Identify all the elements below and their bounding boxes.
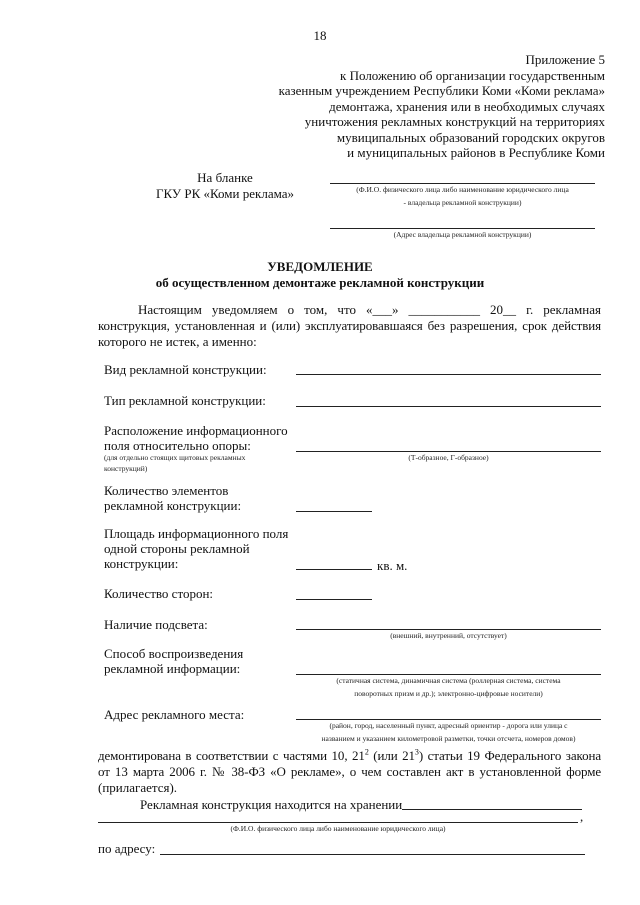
letterhead-org: ГКУ РК «Коми реклама»	[156, 186, 294, 201]
field-line-address[interactable]	[296, 719, 601, 720]
field-label-position-2: поля относительно опоры:	[104, 438, 251, 453]
superscript: 3	[414, 747, 419, 757]
field-label-area-3: конструкции:	[104, 556, 179, 571]
storage-label: Рекламная конструкция находится на хранении	[140, 797, 403, 812]
appendix-block	[220, 52, 605, 161]
superscript: 2	[364, 747, 369, 757]
owner-hint-2: - владельца рекламной конструкции)	[403, 198, 522, 207]
field-line-type[interactable]	[296, 374, 601, 375]
field-line-lighting[interactable]	[296, 629, 601, 630]
field-note-position-2: конструкций)	[104, 464, 148, 473]
closing-line: от 13 марта 2006 г. № 38-ФЗ «О рекламе», о чем составлен акт в установленной форме	[98, 764, 601, 779]
owner-address-line	[330, 228, 595, 229]
field-line-elements[interactable]	[296, 511, 372, 512]
appendix-line: к Положению об организации государственным	[340, 67, 605, 83]
field-label-area-1: Площадь информационного поля	[104, 526, 289, 541]
field-label-method-1: Способ воспроизведения	[104, 646, 244, 661]
owner-address-hint: (Адрес владельца рекламной конструкции)	[393, 230, 532, 239]
field-line-area[interactable]	[296, 569, 372, 570]
field-note-position-1: (для отдельно стоящих щитовых рекламных	[104, 453, 246, 462]
closing-text: (или 21	[368, 748, 415, 763]
storage-line-2[interactable]	[98, 822, 578, 823]
field-hint-method-1: (статичная система, динамичная система (роллерная система, система	[336, 676, 561, 685]
document-title: УВЕДОМЛЕНИЕ	[267, 259, 373, 274]
field-line-method[interactable]	[296, 674, 601, 675]
storage-comma: ,	[580, 809, 584, 824]
field-label-elements-2: рекламной конструкции:	[104, 498, 242, 513]
closing-line: (прилагается).	[98, 780, 178, 795]
field-hint-lighting: (внешний, внутренний, отсутствует)	[390, 631, 507, 640]
field-label-method-2: рекламной информации:	[104, 661, 241, 676]
page-number: 18	[313, 28, 327, 43]
field-line-kind[interactable]	[296, 406, 601, 407]
storage-line[interactable]	[402, 809, 582, 810]
closing-text: демонтирована в соответствии с частями 10, 21	[98, 748, 365, 763]
field-label-position-1: Расположение информационного	[104, 423, 288, 438]
field-line-sides[interactable]	[296, 599, 372, 600]
document-subtitle: об осуществленном демонтаже рекламной конструкции	[155, 275, 485, 290]
field-hint-address-2: названием и указанием километровой разметки, точки отсчета, номеров домов)	[321, 734, 576, 743]
intro-paragraph	[98, 302, 601, 350]
owner-hint-1: (Ф.И.О. физического лица либо наименование юридического лица	[356, 185, 569, 194]
field-label-sides: Количество сторон:	[104, 586, 214, 601]
intro-line: конструкция, установленная и (или) эксплуатировавшаяся без разрешения, срок действия	[98, 318, 601, 333]
field-label-address: Адрес рекламного места:	[104, 707, 245, 722]
field-hint-address-1: (район, город, населенный пункт, адресный ориентир - дорога или улица с	[329, 721, 568, 730]
field-label-type: Вид рекламной конструкции:	[104, 362, 267, 377]
field-unit-area: кв. м.	[377, 558, 408, 573]
appendix-line: мувиципальных образований городских округов	[336, 129, 605, 145]
appendix-line: и муниципальных районов в Республике Коми	[347, 145, 605, 160]
storage-hint: (Ф.И.О. физического лица либо наименование юридического лица)	[230, 824, 446, 833]
field-label-kind: Тип рекламной конструкции:	[104, 393, 266, 408]
field-label-area-2: одной стороны рекламной	[104, 541, 250, 556]
address-label: по адресу:	[98, 841, 156, 856]
field-label-lighting: Наличие подсвета:	[104, 617, 208, 632]
field-line-position[interactable]	[296, 451, 601, 452]
appendix-line: Приложение 5	[525, 52, 605, 67]
address-line[interactable]	[160, 854, 585, 855]
field-label-elements-1: Количество элементов	[104, 483, 229, 498]
intro-line: Настоящим уведомляем о том, что «___» ___________ 20__ г. рекламная	[138, 302, 601, 317]
owner-line	[330, 183, 595, 184]
field-hint-method-2: поворотных призм и др.); электронно-цифровые носители)	[354, 689, 543, 698]
closing-paragraph	[98, 748, 601, 796]
intro-line: которого не истек, а именно:	[98, 334, 257, 349]
appendix-line: уничтожения рекламных конструкций на территориях	[304, 114, 605, 129]
appendix-line: демонтажа, хранения или в необходимых случаях	[329, 98, 605, 114]
closing-text: ) статьи 19 Федерального закона	[418, 748, 601, 763]
field-hint-position: (Т-образное, Г-образное)	[408, 453, 489, 462]
letterhead-label: На бланке	[197, 170, 253, 185]
closing-line	[98, 748, 601, 764]
appendix-line: казенным учреждением Республики Коми «Коми реклама»	[278, 83, 605, 98]
